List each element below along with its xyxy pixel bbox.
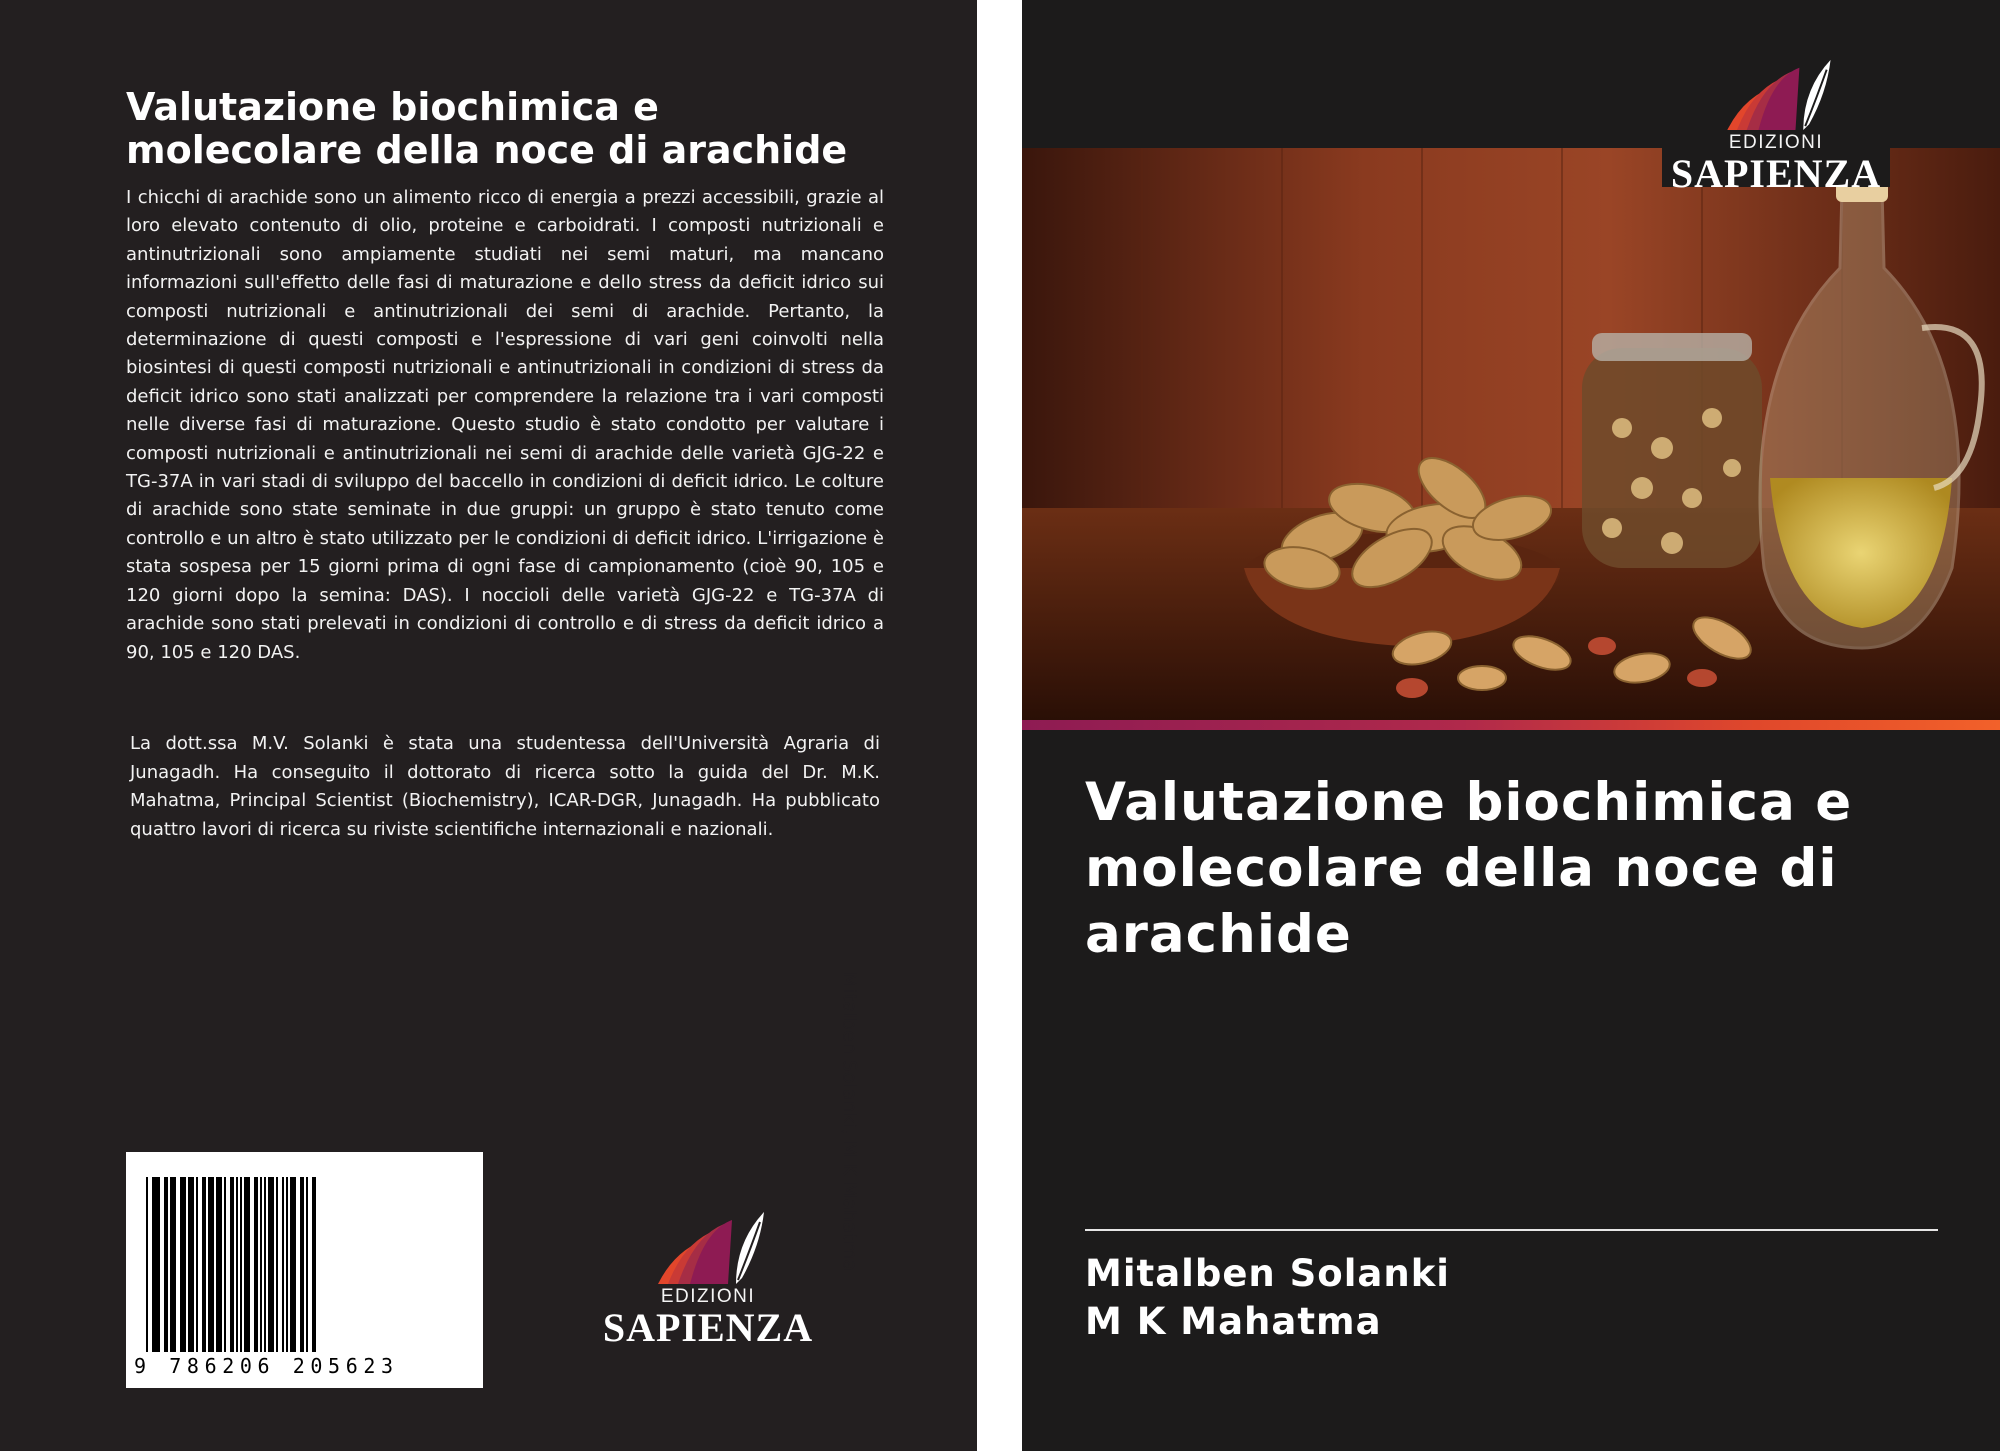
barcode-bar xyxy=(230,1177,234,1352)
barcode-bar xyxy=(268,1177,274,1352)
publisher-logo-front xyxy=(1662,56,1890,196)
barcode-bar xyxy=(282,1177,284,1352)
cover-photo xyxy=(1022,148,2000,720)
accent-stripe xyxy=(1022,720,2000,730)
publisher-logo-back xyxy=(596,1208,820,1350)
author-bio: La dott.ssa M.V. Solanki è stata una studentessa dell'Università Agraria di Junagadh. Ha conseguito il dottorato di ricerca sotto la guida del Dr. M.K. Mahatma, Principal Scientist (Biochemistry), ICAR-DGR, Junagadh. Ha pubblicato quattro lavori di ricerca su riviste scientifiche internazionali e nazionali. xyxy=(130,733,880,840)
barcode-bars xyxy=(126,1152,483,1388)
logo-edizioni-label: EDIZIONI xyxy=(1728,132,1824,153)
front-cover-title: Valutazione biochimica e molecolare della noce di arachide xyxy=(1085,772,1853,965)
isbn-barcode xyxy=(126,1152,483,1388)
barcode-bar xyxy=(254,1177,258,1352)
barcode-bar xyxy=(236,1177,238,1352)
author-name-1: Mitalben Solanki xyxy=(1085,1252,1450,1295)
barcode-bar xyxy=(152,1177,160,1352)
barcode-bar xyxy=(264,1177,266,1352)
fan-quill-icon xyxy=(638,1208,778,1286)
barcode-bar xyxy=(208,1177,214,1352)
author-divider xyxy=(1085,1229,1938,1231)
barcode-bar xyxy=(188,1177,194,1352)
logo-edizioni-label: EDIZIONI xyxy=(660,1286,756,1307)
barcode-bar xyxy=(244,1177,250,1352)
barcode-bar xyxy=(240,1177,242,1352)
barcode-bar xyxy=(180,1177,186,1352)
isbn-digits: 9 786206 205623 xyxy=(134,1354,399,1378)
author-name-2: M K Mahatma xyxy=(1085,1300,1382,1343)
barcode-bar xyxy=(164,1177,168,1352)
barcode-bar xyxy=(290,1177,296,1352)
barcode-bar xyxy=(276,1177,278,1352)
barcode-bar xyxy=(260,1177,262,1352)
barcode-bar xyxy=(202,1177,206,1352)
back-cover-title: Valutazione biochimica e molecolare della noce di arachide xyxy=(126,85,848,172)
spine-authors: Mitalben Solanki, M K Mahatma xyxy=(838,972,861,1272)
fan-quill-icon xyxy=(1706,56,1846,132)
barcode-bar xyxy=(306,1177,308,1352)
barcode-bar xyxy=(216,1177,222,1352)
logo-sapienza-label: SAPIENZA xyxy=(1670,151,1882,196)
barcode-bar xyxy=(286,1177,288,1352)
peanuts-and-oil-illustration xyxy=(1022,148,2000,720)
logo-sapienza-label: SAPIENZA xyxy=(602,1305,814,1350)
barcode-bar xyxy=(300,1177,304,1352)
barcode-bar xyxy=(170,1177,176,1352)
spine xyxy=(977,0,1022,1451)
back-cover-blurb: I chicchi di arachide sono un alimento ricco di energia a prezzi accessibili, grazie al loro elevato contenuto di olio, proteine e carboidrati. I composti nutrizionali e antinutrizionali sono ampiamente studiati nei semi maturi, ma mancano informazioni sull'effetto delle fasi di maturazione e dello stress da deficit idrico sui composti nutrizionali e antinutrizionali dei semi di arachide. Pertanto, la determinazione di questi composti e l'espressione di vari geni coinvolti nella biosintesi di questi composti nutrizionali e antinutrizionali in condizioni di stress da deficit idrico sono stati analizzati per comprendere la relazione tra i vari composti nelle diverse fasi di maturazione. Questo studio è stato condotto per valutare i composti nutrizionali e antinutrizionali nei semi di arachide delle varietà GJG-22 e TG-37A in vari stadi di sviluppo del baccello in condizioni di deficit idrico. Le colture di arachide sono state seminate in due gruppi: un gruppo è stato tenuto come controllo e un altro è stato utilizzato per le condizioni di deficit idrico. L'irrigazione è stata sospesa per 15 giorni prima di ogni fase di campionamento (cioè 90, 105 e 120 giorni dopo la semina: DAS). I noccioli delle varietà GJG-22 e TG-37A di arachide sono stati prelevati in condizioni di controllo e di stress da deficit idrico a 90, 105 e 120 DAS. xyxy=(126,187,884,663)
barcode-bar xyxy=(196,1177,198,1352)
barcode-bar xyxy=(312,1177,316,1352)
barcode-bar xyxy=(146,1177,148,1352)
barcode-bar xyxy=(224,1177,226,1352)
